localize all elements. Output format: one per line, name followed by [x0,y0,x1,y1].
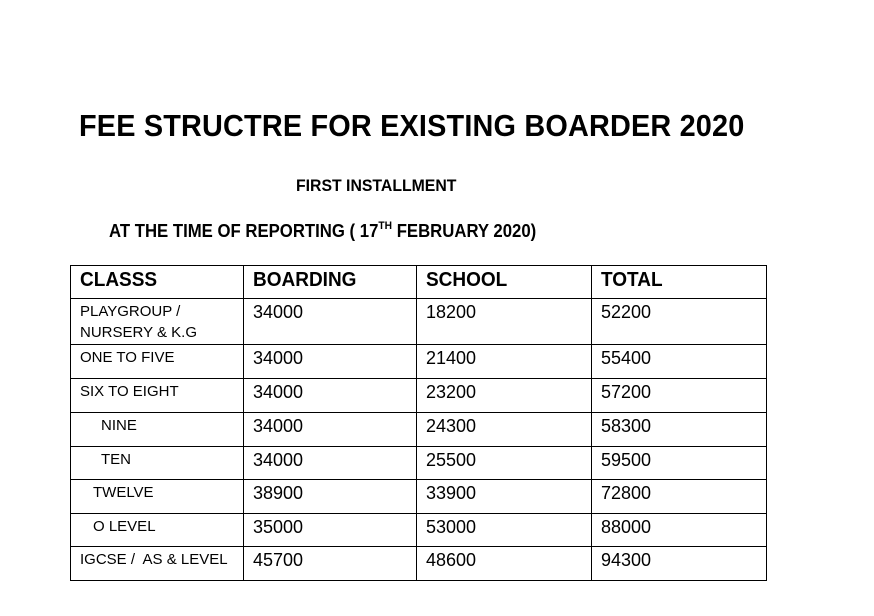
school-cell: 33900 [417,480,592,514]
reporting-suffix: FEBRUARY 2020) [392,221,537,241]
class-name-line2: NURSERY & K.G [80,324,197,341]
table-row [71,299,767,345]
total-cell: 55400 [592,345,767,379]
school-cell: 48600 [417,547,592,581]
school-cell: 18200 [417,299,592,345]
class-name: TWELVE [93,484,154,501]
total-cell: 57200 [592,379,767,413]
total-cell: 72800 [592,480,767,514]
boarding-cell: 34000 [244,345,417,379]
total-cell: 52200 [592,299,767,345]
class-cell [71,480,244,514]
class-cell [71,447,244,480]
installment-heading: FIRST INSTALLMENT [296,176,457,195]
table-row [71,345,767,379]
document-title: FEE STRUCTRE FOR EXISTING BOARDER 2020 [79,108,745,143]
table-row [71,480,767,514]
total-cell: 59500 [592,447,767,480]
class-cell [71,547,244,581]
header-class-label: CLASSS [80,269,158,291]
table-row [71,547,767,581]
school-cell: 23200 [417,379,592,413]
school-cell: 24300 [417,413,592,447]
header-total [592,266,767,299]
total-cell: 58300 [592,413,767,447]
class-name-line1: PLAYGROUP / [80,303,181,320]
header-boarding-label: BOARDING [253,269,357,291]
fee-table [70,265,767,581]
boarding-cell: 34000 [244,299,417,345]
school-cell: 53000 [417,514,592,547]
boarding-cell: 34000 [244,447,417,480]
header-total-label: TOTAL [601,269,663,291]
reporting-date-line [109,221,536,242]
boarding-cell: 34000 [244,413,417,447]
class-cell [71,345,244,379]
class-name: ONE TO FIVE [80,349,175,366]
total-cell: 94300 [592,547,767,581]
class-name: NINE [101,417,137,434]
table-header-row [71,266,767,299]
header-school-label: SCHOOL [426,269,508,291]
table-row [71,447,767,480]
boarding-cell: 38900 [244,480,417,514]
header-class [71,266,244,299]
class-cell [71,514,244,547]
boarding-cell: 45700 [244,547,417,581]
table-row [71,514,767,547]
boarding-cell: 34000 [244,379,417,413]
boarding-cell: 35000 [244,514,417,547]
class-name: TEN [101,451,131,468]
class-cell [71,299,244,345]
header-school [417,266,592,299]
table-row [71,413,767,447]
school-cell: 21400 [417,345,592,379]
total-cell: 88000 [592,514,767,547]
class-cell [71,413,244,447]
reporting-prefix: AT THE TIME OF REPORTING ( 17 [109,221,379,241]
class-name: IGCSE / AS & LEVEL [80,551,228,568]
school-cell: 25500 [417,447,592,480]
table-row [71,379,767,413]
header-boarding [244,266,417,299]
ordinal-superscript: TH [378,220,393,232]
class-name: O LEVEL [93,518,156,535]
class-name: SIX TO EIGHT [80,383,179,400]
class-cell [71,379,244,413]
